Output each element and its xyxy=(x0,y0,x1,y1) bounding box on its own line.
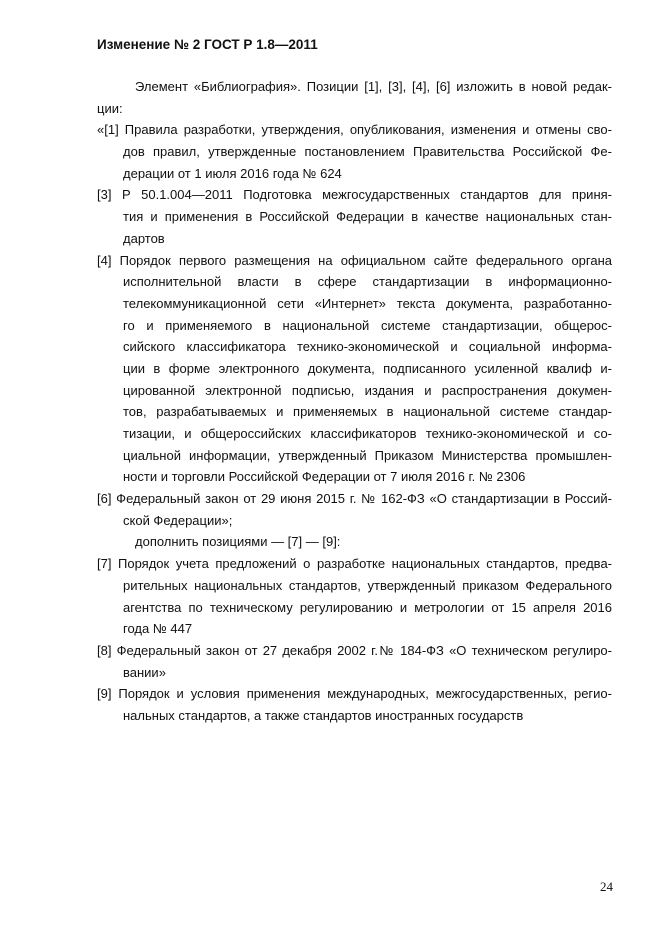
document-title: Изменение № 2 ГОСТ Р 1.8—2011 xyxy=(97,37,318,52)
text-line: го и применяемого в национальной системе стандартизации, общерос- xyxy=(123,317,612,333)
text-line: телекоммуникационной сети «Интернет» текста документа, разработанно- xyxy=(123,295,612,311)
text-line: дерации от 1 июля 2016 года № 624 xyxy=(123,165,342,181)
bibliography-entry xyxy=(97,683,612,726)
text-line: года № 447 xyxy=(123,621,193,637)
text-line: исполнительной власти в сфере стандартизации в информационно- xyxy=(123,274,612,290)
text-line: нальных стандартов, а также стандартов иностранных государств xyxy=(123,707,524,723)
bibliography-entry xyxy=(97,184,612,249)
text-line: [8] Федеральный закон от 27 декабря 2002 г.№ 184-ФЗ «О техническом регулиро- xyxy=(97,642,612,658)
text-line: тов, разрабатываемых и применяемых в национальной системе стандар- xyxy=(123,404,612,420)
bibliography-entry xyxy=(97,553,612,640)
text-line: [6] Федеральный закон от 29 июня 2015 г. № 162-ФЗ «О стандартизации в Россий- xyxy=(97,491,612,507)
text-line: цированной электронной подписью, издания и распространения докумен- xyxy=(123,382,612,398)
text-line: дов правил, утвержденные постановлением Правительства Российской Фе- xyxy=(123,144,612,160)
paragraph xyxy=(97,76,612,119)
bibliography-entry xyxy=(97,488,612,531)
text-line: ции в форме электронного документа, подписанного усиленной квалиф и- xyxy=(123,360,612,376)
text-line: [9] Порядок и условия применения международных, межгосударственных, регио- xyxy=(97,686,612,702)
text-line: циальной информации, утвержденный Приказом Министерства промышлен- xyxy=(123,447,612,463)
text-line: ции: xyxy=(97,100,123,116)
page-number: 24 xyxy=(600,879,613,894)
text-line: вании» xyxy=(123,664,166,680)
paragraph xyxy=(97,531,612,553)
text-line: «[1] Правила разработки, утверждения, опубликования, изменения и отмены сво- xyxy=(97,122,612,138)
bibliography-content xyxy=(97,76,612,727)
text-line: сийского классификатора технико-экономической и социальной информа- xyxy=(123,339,612,355)
text-line: [7] Порядок учета предложений о разработке национальных стандартов, предва- xyxy=(97,556,612,572)
bibliography-entry xyxy=(97,640,612,683)
text-line: тия и применения в Российской Федерации в качестве национальных стан- xyxy=(123,209,612,225)
text-line: [4] Порядок первого размещения на официальном сайте федерального органа xyxy=(97,252,612,268)
text-line: агентства по техническому регулированию и метрологии от 15 апреля 2016 xyxy=(123,599,612,615)
bibliography-entry xyxy=(97,119,612,184)
bibliography-entry xyxy=(97,250,612,489)
text-line: [3] Р 50.1.004—2011 Подготовка межгосударственных стандартов для приня- xyxy=(97,187,612,203)
text-line: рительных национальных стандартов, утвержденный приказом Федерального xyxy=(123,577,612,593)
text-line: дополнить позициями — [7] — [9]: xyxy=(135,534,341,550)
text-line: ской Федерации»; xyxy=(123,512,233,528)
text-line: ности и торговли Российской Федерации от 7 июля 2016 г. № 2306 xyxy=(123,469,526,485)
text-line: дартов xyxy=(123,230,165,246)
text-line: Элемент «Библиография». Позиции [1], [3], [4], [6] изложить в новой редак- xyxy=(135,79,612,94)
text-line: тизации, и общероссийских классификаторов технико-экономической и со- xyxy=(123,426,612,441)
